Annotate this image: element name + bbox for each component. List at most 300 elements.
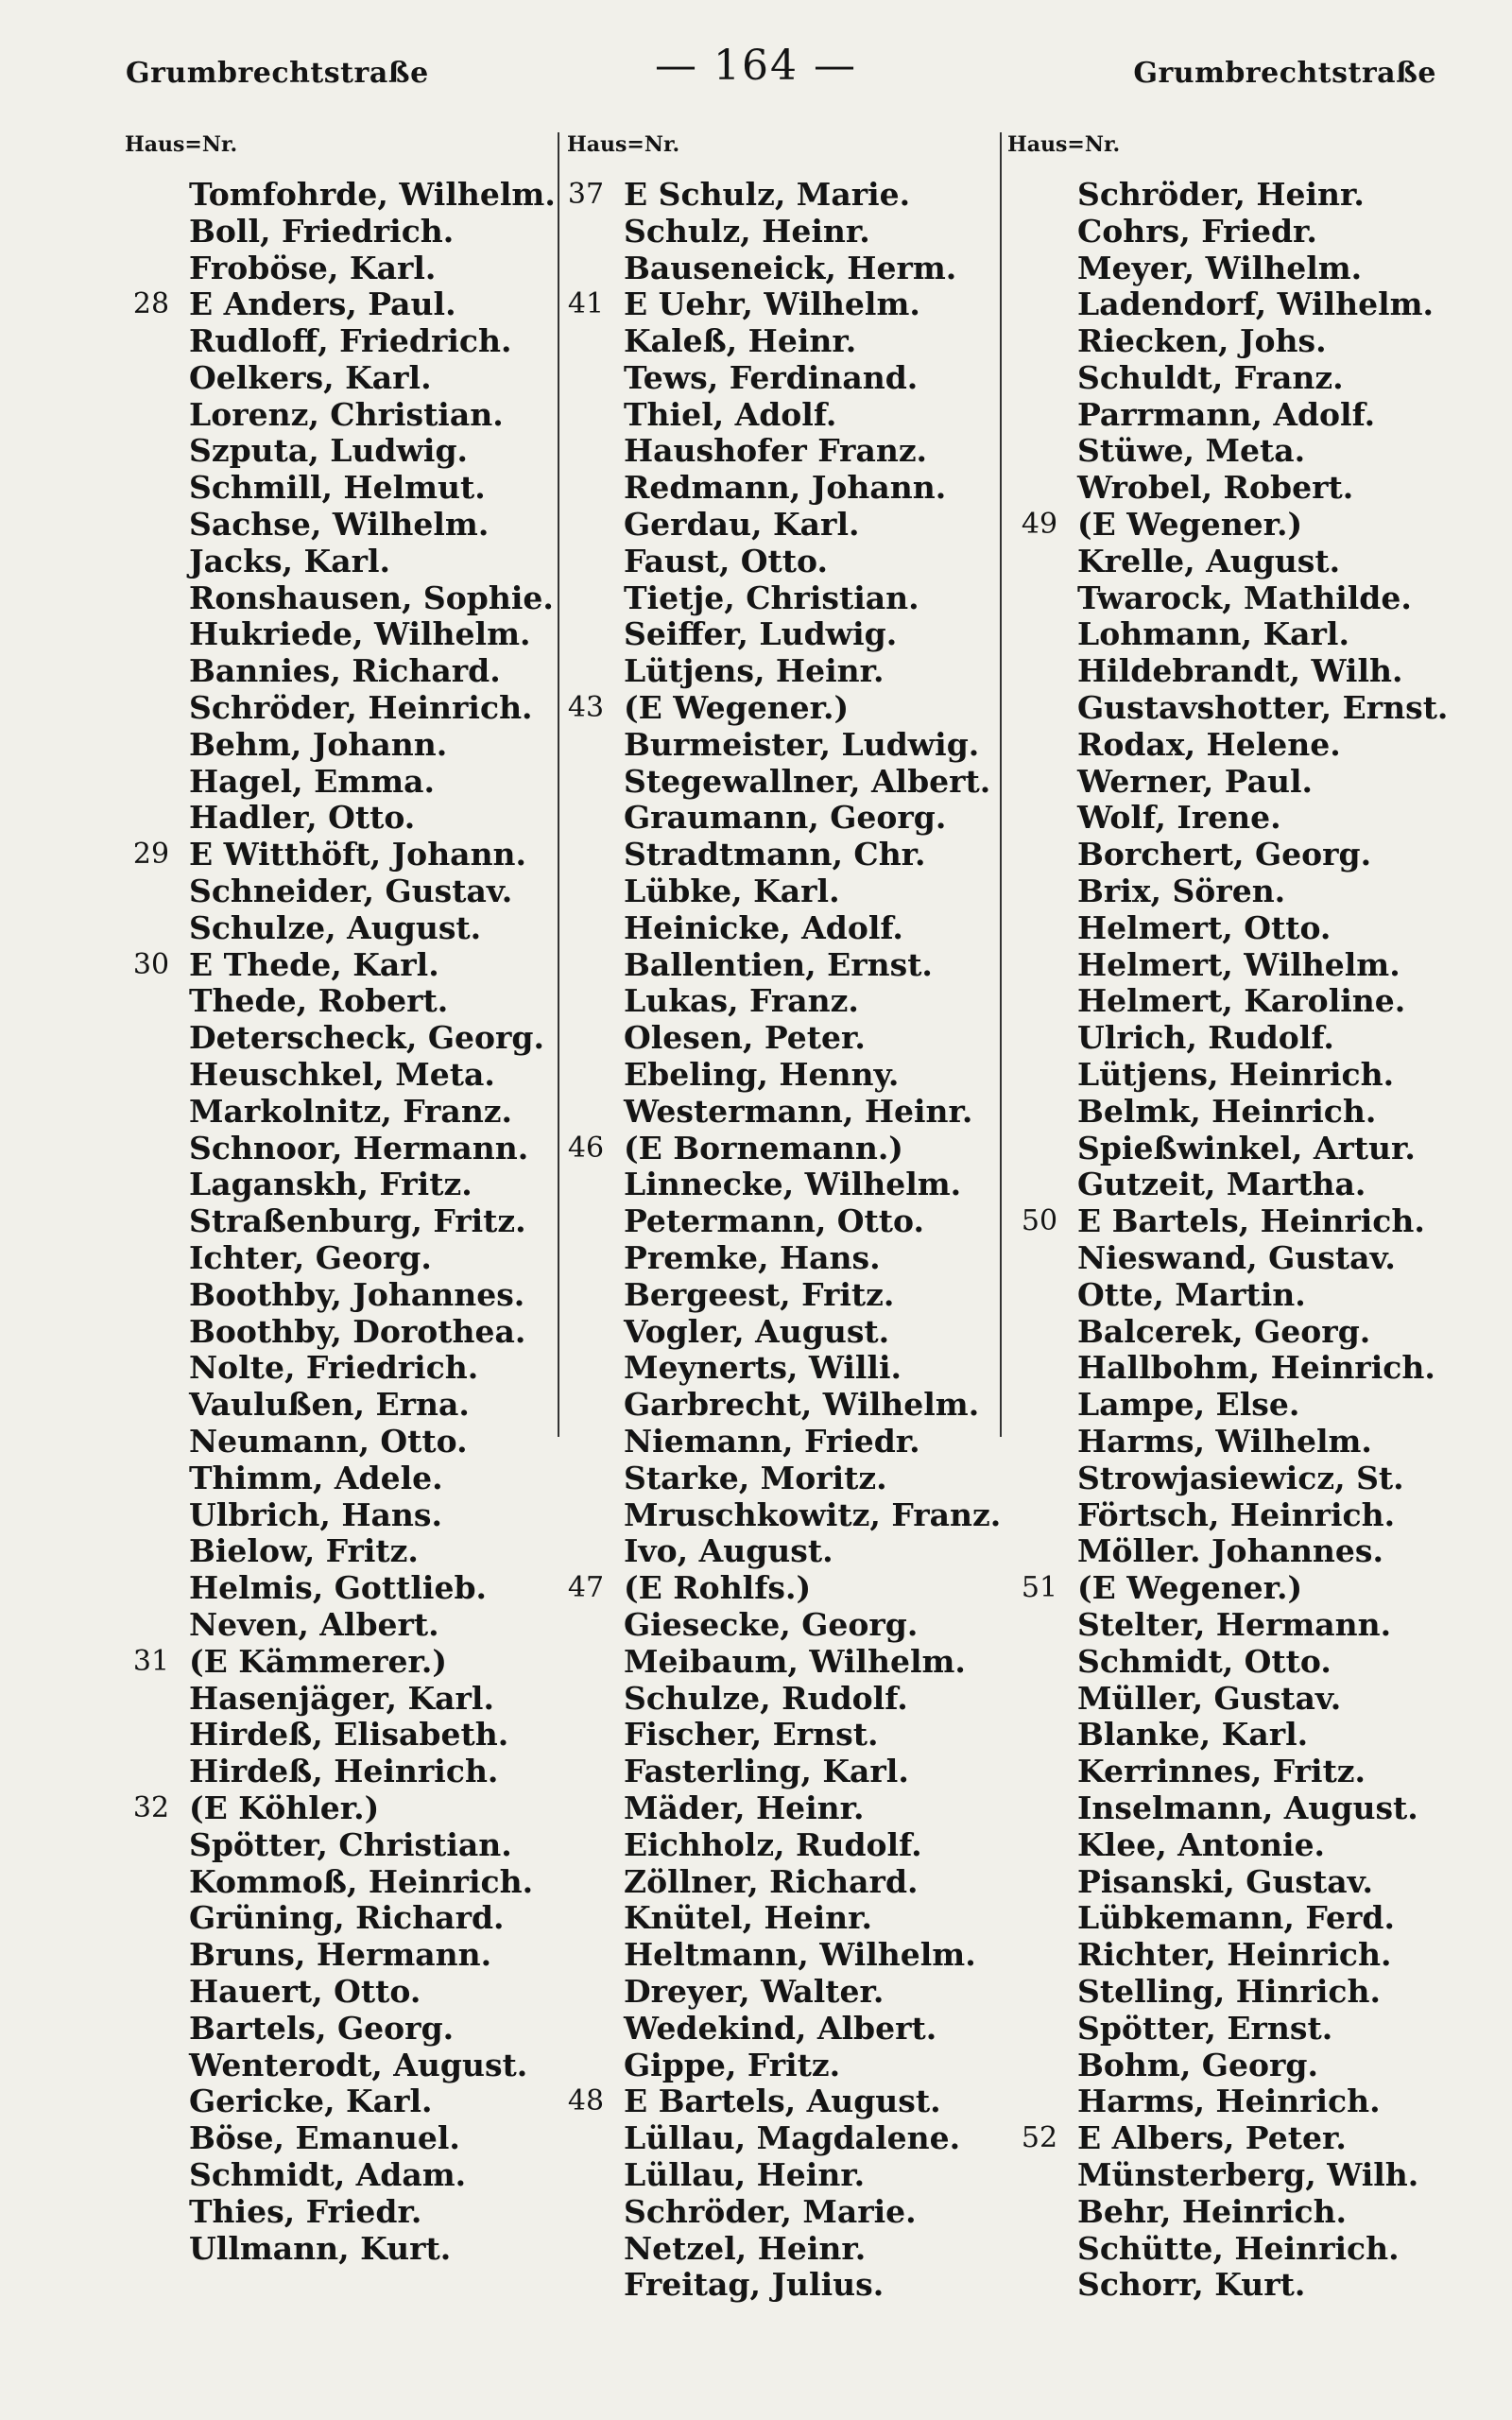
- resident-name: Parrmann, Adolf.: [1077, 395, 1376, 433]
- directory-entry: [548, 579, 1001, 616]
- resident-name: Gustavshotter, Ernst.: [1077, 689, 1449, 727]
- resident-name: Riecken, Johs.: [1077, 322, 1327, 360]
- directory-entry: [548, 1423, 1001, 1460]
- house-number: 41: [567, 287, 605, 321]
- directory-entry: [548, 1716, 1001, 1753]
- resident-name: Gerdau, Karl.: [624, 506, 860, 544]
- house-number: 30: [132, 947, 170, 981]
- resident-name: Ronshausen, Sophie.: [189, 579, 554, 616]
- resident-name: Heinicke, Adolf.: [624, 908, 903, 946]
- resident-name: Lampe, Else.: [1077, 1386, 1300, 1424]
- resident-name: Cohrs, Friedr.: [1077, 212, 1317, 250]
- directory-entry: [113, 1460, 556, 1496]
- directory-entry: [1002, 1202, 1448, 1239]
- resident-name: Schorr, Kurt.: [1077, 2266, 1306, 2304]
- resident-name: Schmidt, Adam.: [189, 2155, 467, 2193]
- resident-name: Thimm, Adele.: [189, 1459, 443, 1496]
- resident-name: Müller, Gustav.: [1077, 1679, 1342, 1717]
- directory-entry: [113, 1936, 556, 1973]
- directory-entry: [113, 1973, 556, 2010]
- directory-entry: [113, 1826, 556, 1863]
- directory-entry: [548, 763, 1001, 800]
- resident-name: Brix, Sören.: [1077, 873, 1286, 910]
- directory-entry: [548, 1460, 1001, 1496]
- resident-name: Schmidt, Otto.: [1077, 1642, 1332, 1680]
- resident-name: Wenterodt, August.: [189, 2046, 528, 2083]
- directory-entry: [548, 1019, 1001, 1056]
- directory-entry: [113, 689, 556, 726]
- resident-name: (E Wegener.): [1077, 1569, 1303, 1607]
- resident-name: Westermann, Heinr.: [624, 1092, 973, 1130]
- resident-name: Behm, Johann.: [189, 725, 448, 763]
- resident-name: Mäder, Heinr.: [624, 1789, 865, 1826]
- resident-name: Premke, Hans.: [624, 1239, 881, 1277]
- directory-entry: [1002, 616, 1448, 653]
- directory-entry: [1002, 1863, 1448, 1900]
- resident-name: Blanke, Karl.: [1077, 1716, 1309, 1754]
- directory-entry: [1002, 1386, 1448, 1423]
- resident-name: Neumann, Otto.: [189, 1423, 468, 1460]
- directory-entry: [1002, 322, 1448, 359]
- directory-entry: [1002, 213, 1448, 250]
- directory-entry: [548, 543, 1001, 579]
- directory-entry: [1002, 1716, 1448, 1753]
- directory-entry: [113, 213, 556, 250]
- resident-name: Hirdeß, Elisabeth.: [189, 1716, 509, 1754]
- resident-name: Kaleß, Heinr.: [624, 322, 857, 360]
- resident-name: Kerrinnes, Fritz.: [1077, 1753, 1366, 1790]
- resident-name: Pisanski, Gustav.: [1077, 1862, 1373, 1900]
- directory-entry: [113, 1569, 556, 1606]
- resident-name: Bannies, Richard.: [189, 652, 501, 690]
- resident-name: Vaulußen, Erna.: [189, 1386, 470, 1424]
- resident-name: Schröder, Heinr.: [1077, 175, 1365, 213]
- directory-entry: [113, 2047, 556, 2083]
- resident-name: Froböse, Karl.: [189, 249, 437, 286]
- resident-name: Markolnitz, Franz.: [189, 1092, 513, 1130]
- directory-entry: [1002, 1973, 1448, 2010]
- directory-entry: [113, 1019, 556, 1056]
- resident-name: Tietje, Christian.: [624, 579, 919, 616]
- directory-entry: [113, 176, 556, 213]
- resident-name: Wedekind, Albert.: [624, 2009, 937, 2047]
- directory-entry: [113, 1606, 556, 1643]
- resident-name: Balcerek, Georg.: [1077, 1312, 1371, 1350]
- resident-name: Helmert, Otto.: [1077, 908, 1332, 946]
- resident-name: Hirdeß, Heinrich.: [189, 1753, 499, 1790]
- directory-entry: [113, 469, 556, 506]
- directory-entry: [1002, 1753, 1448, 1789]
- directory-entry: [548, 1386, 1001, 1423]
- resident-name: Harms, Wilhelm.: [1077, 1423, 1372, 1460]
- resident-name: Hauert, Otto.: [189, 1972, 421, 2010]
- directory-entry: [1002, 836, 1448, 873]
- resident-name: Twarock, Mathilde.: [1077, 579, 1412, 616]
- directory-entry: [1002, 1019, 1448, 1056]
- resident-name: Starke, Moritz.: [624, 1459, 887, 1496]
- directory-entry: [113, 836, 556, 873]
- resident-name: Ullmann, Kurt.: [189, 2229, 452, 2267]
- resident-name: Tomfohrde, Wilhelm.: [189, 175, 556, 213]
- directory-entry: [113, 1532, 556, 1569]
- resident-name: Bielow, Fritz.: [189, 1532, 419, 1570]
- directory-entry: [548, 1532, 1001, 1569]
- directory-entry: [1002, 1936, 1448, 1973]
- resident-name: Eichholz, Rudolf.: [624, 1825, 922, 1863]
- directory-entry: [548, 396, 1001, 433]
- resident-name: Spötter, Christian.: [189, 1825, 512, 1863]
- resident-name: Lübkemann, Ferd.: [1077, 1899, 1395, 1937]
- directory-entry: [548, 2193, 1001, 2230]
- directory-entry: [113, 1423, 556, 1460]
- resident-name: Hildebrandt, Wilh.: [1077, 652, 1403, 690]
- directory-entry: [1002, 1496, 1448, 1533]
- directory-column-3: [1002, 132, 1448, 2303]
- directory-entry: [1002, 469, 1448, 506]
- house-number: 29: [132, 838, 170, 872]
- directory-entry: [113, 1680, 556, 1717]
- directory-entry: [113, 652, 556, 689]
- resident-name: Ballentien, Ernst.: [624, 945, 933, 983]
- house-number: 52: [1021, 2121, 1058, 2155]
- directory-entry: [113, 616, 556, 653]
- directory-entry: [113, 2119, 556, 2156]
- resident-name: Ulrich, Rudolf.: [1077, 1019, 1334, 1057]
- directory-entry: [548, 1276, 1001, 1313]
- resident-name: Heuschkel, Meta.: [189, 1056, 495, 1094]
- column-heading: Haus=Nr.: [567, 132, 680, 157]
- resident-name: Meyer, Wilhelm.: [1077, 249, 1363, 286]
- resident-name: Thies, Friedr.: [189, 2192, 422, 2230]
- resident-name: Werner, Paul.: [1077, 762, 1314, 800]
- directory-entry: [548, 1899, 1001, 1936]
- directory-entry: [113, 1093, 556, 1130]
- directory-entry: [113, 726, 556, 763]
- directory-entry: [548, 322, 1001, 359]
- directory-entry: [1002, 1056, 1448, 1093]
- directory-entry: [1002, 1093, 1448, 1130]
- directory-entry: [548, 1056, 1001, 1093]
- resident-name: Stelter, Hermann.: [1077, 1605, 1392, 1643]
- resident-name: Rudloff, Friedrich.: [189, 322, 512, 360]
- directory-entry: [548, 2010, 1001, 2047]
- directory-entry: [548, 2156, 1001, 2193]
- house-number: 49: [1021, 508, 1058, 542]
- directory-entry: [548, 285, 1001, 322]
- house-number: 46: [567, 1131, 605, 1165]
- resident-name: Ichter, Georg.: [189, 1239, 432, 1277]
- directory-entry: [113, 396, 556, 433]
- directory-entry: [548, 213, 1001, 250]
- resident-name: Bartels, Georg.: [189, 2009, 455, 2047]
- resident-name: Meibaum, Wilhelm.: [624, 1642, 966, 1680]
- directory-entry: [113, 1496, 556, 1533]
- directory-entry: [1002, 726, 1448, 763]
- resident-name: Spötter, Ernst.: [1077, 2009, 1333, 2047]
- directory-entry: [113, 2083, 556, 2119]
- directory-entry: [548, 946, 1001, 983]
- resident-name: Ivo, August.: [624, 1532, 833, 1570]
- resident-name: Graumann, Georg.: [624, 799, 947, 837]
- resident-name: Burmeister, Ludwig.: [624, 725, 980, 763]
- resident-name: Kommoß, Heinrich.: [189, 1862, 534, 1900]
- resident-name: Schneider, Gustav.: [189, 873, 513, 910]
- resident-name: Freitag, Julius.: [624, 2266, 885, 2304]
- resident-name: Inselmann, August.: [1077, 1789, 1418, 1826]
- street-name-right: Grumbrechtstraße: [1133, 57, 1436, 90]
- directory-entry: [548, 1863, 1001, 1900]
- directory-entry: [1002, 1130, 1448, 1167]
- directory-column-2: [548, 132, 1001, 2303]
- resident-name: Stelling, Hinrich.: [1077, 1972, 1381, 2010]
- directory-entry: [113, 1643, 556, 1680]
- directory-entry: [113, 2230, 556, 2267]
- resident-name: Hallbohm, Heinrich.: [1077, 1349, 1435, 1387]
- directory-entry: [1002, 1239, 1448, 1276]
- directory-entry: [1002, 1643, 1448, 1680]
- resident-name: Lohmann, Karl.: [1077, 615, 1349, 653]
- resident-name: Hasenjäger, Karl.: [189, 1679, 494, 1717]
- resident-name: Bruns, Hermann.: [189, 1936, 492, 1974]
- resident-name: Szputa, Ludwig.: [189, 432, 469, 470]
- resident-name: Bergeest, Fritz.: [624, 1275, 895, 1313]
- house-number: 43: [567, 691, 605, 725]
- resident-name: Grüning, Richard.: [189, 1899, 505, 1937]
- directory-entry: [548, 1167, 1001, 1203]
- directory-entry: [548, 1680, 1001, 1717]
- directory-entry: [113, 579, 556, 616]
- directory-entry: [1002, 579, 1448, 616]
- resident-name: Mruschkowitz, Franz.: [624, 1495, 1002, 1533]
- resident-name: Förtsch, Heinrich.: [1077, 1495, 1396, 1533]
- resident-name: E Anders, Paul.: [189, 285, 456, 323]
- directory-entry: [1002, 2193, 1448, 2230]
- resident-name: Meynerts, Willi.: [624, 1349, 902, 1387]
- directory-entry: [548, 1569, 1001, 1606]
- house-number: 32: [132, 1790, 170, 1824]
- resident-name: Sachse, Wilhelm.: [189, 506, 490, 544]
- column-heading: Haus=Nr.: [125, 132, 238, 157]
- resident-name: Giesecke, Georg.: [624, 1605, 919, 1643]
- resident-name: Hagel, Emma.: [189, 762, 436, 800]
- resident-name: Helmis, Gottlieb.: [189, 1569, 488, 1607]
- directory-entry: [548, 1606, 1001, 1643]
- directory-entry: [113, 909, 556, 946]
- resident-name: Wrobel, Robert.: [1077, 469, 1354, 507]
- directory-entry: [113, 1202, 556, 1239]
- directory-entry: [1002, 1460, 1448, 1496]
- resident-name: Petermann, Otto.: [624, 1202, 924, 1240]
- directory-entry: [1002, 433, 1448, 470]
- directory-entry: [548, 1313, 1001, 1350]
- resident-name: Oelkers, Karl.: [189, 358, 432, 396]
- resident-name: Deterscheck, Georg.: [189, 1019, 544, 1057]
- directory-entry: [548, 1936, 1001, 1973]
- resident-name: Richter, Heinrich.: [1077, 1936, 1392, 1974]
- directory-entry: [548, 800, 1001, 837]
- resident-name: Helmert, Wilhelm.: [1077, 945, 1400, 983]
- resident-name: (E Rohlfs.): [624, 1569, 812, 1607]
- directory-entry: [1002, 1532, 1448, 1569]
- directory-entry: [1002, 250, 1448, 286]
- resident-name: Boothby, Dorothea.: [189, 1312, 526, 1350]
- directory-entry: [1002, 873, 1448, 909]
- directory-entry: [548, 359, 1001, 396]
- directory-entry: [1002, 1789, 1448, 1826]
- directory-entry: [113, 2193, 556, 2230]
- resident-name: Wolf, Irene.: [1077, 799, 1281, 837]
- resident-name: Dreyer, Walter.: [624, 1972, 885, 2010]
- directory-entry: [113, 1716, 556, 1753]
- directory-entry: [548, 652, 1001, 689]
- resident-name: Faust, Otto.: [624, 542, 828, 579]
- resident-name: Schulze, August.: [189, 908, 482, 946]
- directory-entry: [1002, 396, 1448, 433]
- directory-entry: [548, 983, 1001, 1020]
- directory-entry: [113, 1899, 556, 1936]
- resident-name: Stüwe, Meta.: [1077, 432, 1306, 470]
- directory-entry: [548, 1350, 1001, 1387]
- house-number: 48: [567, 2084, 605, 2118]
- directory-entry: [1002, 1826, 1448, 1863]
- resident-name: Stradtmann, Chr.: [624, 836, 926, 873]
- resident-name: E Bartels, August.: [624, 2083, 941, 2120]
- directory-entry: [1002, 1276, 1448, 1313]
- resident-name: Schuldt, Franz.: [1077, 358, 1344, 396]
- resident-name: Gutzeit, Martha.: [1077, 1166, 1366, 1203]
- directory-entry: [1002, 359, 1448, 396]
- resident-name: E Uehr, Wilhelm.: [624, 285, 920, 323]
- resident-name: Lorenz, Christian.: [189, 395, 504, 433]
- resident-name: Schulze, Rudolf.: [624, 1679, 908, 1717]
- directory-entry: [1002, 543, 1448, 579]
- resident-name: Schulz, Heinr.: [624, 212, 870, 250]
- directory-entry: [113, 2010, 556, 2047]
- resident-name: Möller. Johannes.: [1077, 1532, 1383, 1570]
- directory-entry: [548, 873, 1001, 909]
- resident-name: Lübke, Karl.: [624, 873, 840, 910]
- directory-entry: [113, 322, 556, 359]
- resident-name: Lütjens, Heinrich.: [1077, 1056, 1395, 1094]
- directory-entry: [1002, 1569, 1448, 1606]
- resident-name: Böse, Emanuel.: [189, 2119, 460, 2157]
- resident-name: Neven, Albert.: [189, 1605, 439, 1643]
- resident-name: Schnoor, Hermann.: [189, 1129, 529, 1167]
- resident-name: Olesen, Peter.: [624, 1019, 866, 1057]
- directory-entry: [1002, 946, 1448, 983]
- resident-name: Münsterberg, Wilh.: [1077, 2155, 1419, 2193]
- resident-name: Heltmann, Wilhelm.: [624, 1936, 976, 1974]
- resident-name: Thiel, Adolf.: [624, 395, 837, 433]
- resident-name: E Witthöft, Johann.: [189, 836, 527, 873]
- resident-name: Fasterling, Karl.: [624, 1753, 909, 1790]
- directory-entry: [1002, 176, 1448, 213]
- directory-entry: [1002, 1899, 1448, 1936]
- house-number: 50: [1021, 1204, 1058, 1238]
- directory-entry: [1002, 2230, 1448, 2267]
- resident-name: E Thede, Karl.: [189, 945, 439, 983]
- resident-name: Laganskh, Fritz.: [189, 1166, 472, 1203]
- directory-entry: [1002, 652, 1448, 689]
- resident-name: Netzel, Heinr.: [624, 2229, 867, 2267]
- resident-name: Belmk, Heinrich.: [1077, 1092, 1377, 1130]
- directory-entry: [1002, 763, 1448, 800]
- resident-name: Jacks, Karl.: [189, 542, 390, 579]
- resident-name: (E Kämmerer.): [189, 1642, 447, 1680]
- resident-name: Ulbrich, Hans.: [189, 1495, 442, 1533]
- resident-name: Straßenburg, Fritz.: [189, 1202, 526, 1240]
- resident-name: Hadler, Otto.: [189, 799, 416, 837]
- directory-entry: [113, 1313, 556, 1350]
- resident-name: Haushofer Franz.: [624, 432, 928, 470]
- page-number: — 164 —: [655, 42, 857, 90]
- directory-entry: [113, 1350, 556, 1387]
- directory-entry: [1002, 1167, 1448, 1203]
- directory-entry: [113, 873, 556, 909]
- directory-entry: [548, 1093, 1001, 1130]
- resident-name: Spießwinkel, Artur.: [1077, 1129, 1416, 1167]
- column-heading: Haus=Nr.: [1007, 132, 1121, 157]
- directory-entry: [113, 763, 556, 800]
- directory-entry: [1002, 2266, 1448, 2303]
- resident-name: Bohm, Georg.: [1077, 2046, 1318, 2083]
- resident-name: Knütel, Heinr.: [624, 1899, 872, 1937]
- resident-name: Seiffer, Ludwig.: [624, 615, 898, 653]
- resident-name: Klee, Antonie.: [1077, 1825, 1326, 1863]
- resident-name: Tews, Ferdinand.: [624, 358, 919, 396]
- directory-entry: [113, 359, 556, 396]
- resident-name: Lüllau, Magdalene.: [624, 2119, 961, 2157]
- directory-entry: [1002, 1423, 1448, 1460]
- directory-entry: [113, 433, 556, 470]
- directory-entry: [1002, 2156, 1448, 2193]
- resident-name: Zöllner, Richard.: [624, 1862, 919, 1900]
- directory-entry: [1002, 2047, 1448, 2083]
- directory-entry: [1002, 1680, 1448, 1717]
- directory-entry: [548, 1753, 1001, 1789]
- resident-name: Schröder, Marie.: [624, 2192, 917, 2230]
- directory-entry: [548, 616, 1001, 653]
- directory-entry: [113, 1056, 556, 1093]
- directory-entry: [113, 543, 556, 579]
- resident-name: Schmill, Helmut.: [189, 469, 486, 507]
- resident-name: Ladendorf, Wilhelm.: [1077, 285, 1435, 323]
- directory-entry: [113, 2156, 556, 2193]
- directory-entry: [1002, 2010, 1448, 2047]
- resident-name: (E Bornemann.): [624, 1129, 903, 1167]
- directory-entry: [113, 946, 556, 983]
- directory-entry: [1002, 689, 1448, 726]
- directory-entry: [113, 1276, 556, 1313]
- directory-entry: [548, 1239, 1001, 1276]
- resident-name: (E Köhler.): [189, 1789, 380, 1826]
- resident-name: Linnecke, Wilhelm.: [624, 1166, 962, 1203]
- directory-entry: [1002, 800, 1448, 837]
- directory-entry: [548, 250, 1001, 286]
- resident-name: E Albers, Peter.: [1077, 2119, 1347, 2157]
- directory-entry: [113, 1753, 556, 1789]
- resident-name: Bauseneick, Herm.: [624, 249, 957, 286]
- directory-entry: [1002, 1313, 1448, 1350]
- resident-name: Niemann, Friedr.: [624, 1423, 920, 1460]
- directory-entry: [1002, 983, 1448, 1020]
- resident-name: (E Wegener.): [624, 689, 850, 727]
- directory-entry: [548, 1130, 1001, 1167]
- directory-entry: [548, 1826, 1001, 1863]
- resident-name: Nolte, Friedrich.: [189, 1349, 479, 1387]
- directory-entry: [113, 1863, 556, 1900]
- directory-entry: [113, 800, 556, 837]
